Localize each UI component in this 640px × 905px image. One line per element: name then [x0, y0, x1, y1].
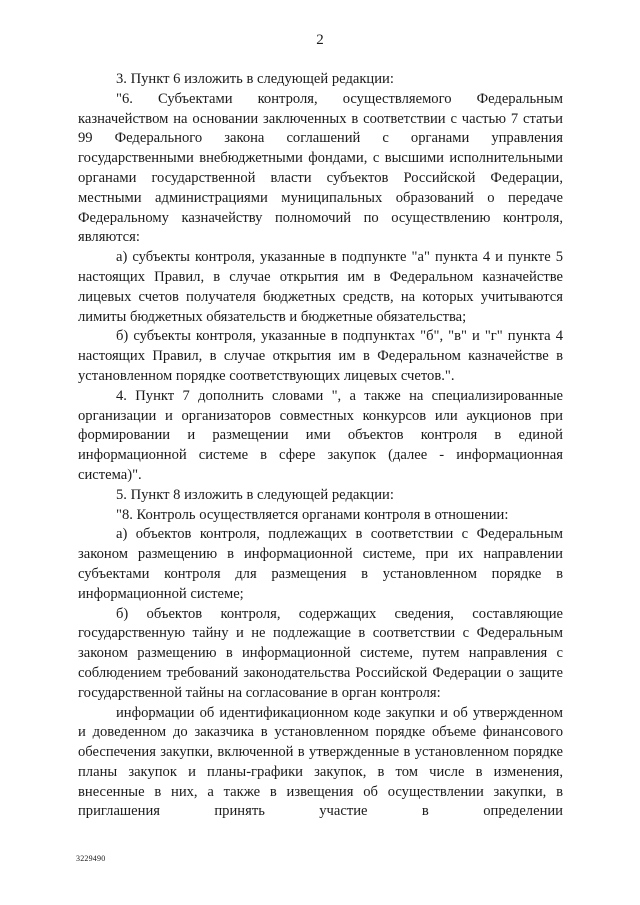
document-body [78, 70, 563, 822]
document-code: 3229490 [76, 854, 106, 863]
paragraph-information: информации об идентификационном коде закупки и об утвержденном и доведенном до заказчика в установленном порядке объеме финансового обеспечения закупки, включенной в утвержденные в установленном порядке планы закупок и планы-графики закупок, в том числе в изменения, внесенные в них, а также в извещения об осуществлении закупки, в приглашения принять участие в определении [78, 704, 563, 820]
paragraph-subpoint-b: б) субъекты контроля, указанные в подпунктах "б", "в" и "г" пункта 4 настоящих Правил, в случае открытия им в Федеральном казначействе в установленном порядке соответствующих лицевых счетов.". [78, 328, 563, 384]
paragraph-point-6: "6. Субъектами контроля, осуществляемого Федеральным казначейством на основании заключенных в соответствии с частью 7 статьи 99 Федерального закона соглашений с органами управления государственными внебюджетными фондами, с высшими исполнительными органами государственной власти субъектов Российской Федерации, местными администрациями муниципальных образований о передаче Федеральному казначейству полномочий по осуществлению контроля, являются: [78, 90, 563, 246]
paragraph-point-8: "8. Контроль осуществляется органами контроля в отношении: [116, 506, 509, 523]
paragraph-point-8-b: б) объектов контроля, содержащих сведения, составляющие государственную тайну и не подлежащие в соответствии с Федеральным законом размещению в информационной системе, путем направления с соблюдением требований законодательства Российской Федерации о защите государственной тайны на согласование в орган контроля: [78, 605, 563, 701]
paragraph-item-4: 4. Пункт 7 дополнить словами ", а также на специализированные организации и организаторов совместных конкурсов или аукционов при формировании и размещении ими объектов контроля в единой информационной системе в сфере закупок (далее - информационная система)". [78, 387, 563, 483]
paragraph-item-3: 3. Пункт 6 изложить в следующей редакции: [116, 71, 394, 87]
paragraph-point-8-a: а) объектов контроля, подлежащих в соответствии с Федеральным законом размещению в информационной системе, при их направлении субъектами контроля для размещения в установленном порядке в информационной системе; [78, 526, 563, 602]
page-number: 2 [316, 32, 324, 48]
paragraph-item-5: 5. Пункт 8 изложить в следующей редакции: [116, 486, 394, 503]
paragraph-subpoint-a: а) субъекты контроля, указанные в подпункте "а" пункта 4 и пункте 5 настоящих Правил, в случае открытия им в Федеральном казначействе лицевых счетов получателя бюджетных средств, на которых учитываются лимиты бюджетных обязательств и бюджетные обязательства; [78, 249, 563, 325]
